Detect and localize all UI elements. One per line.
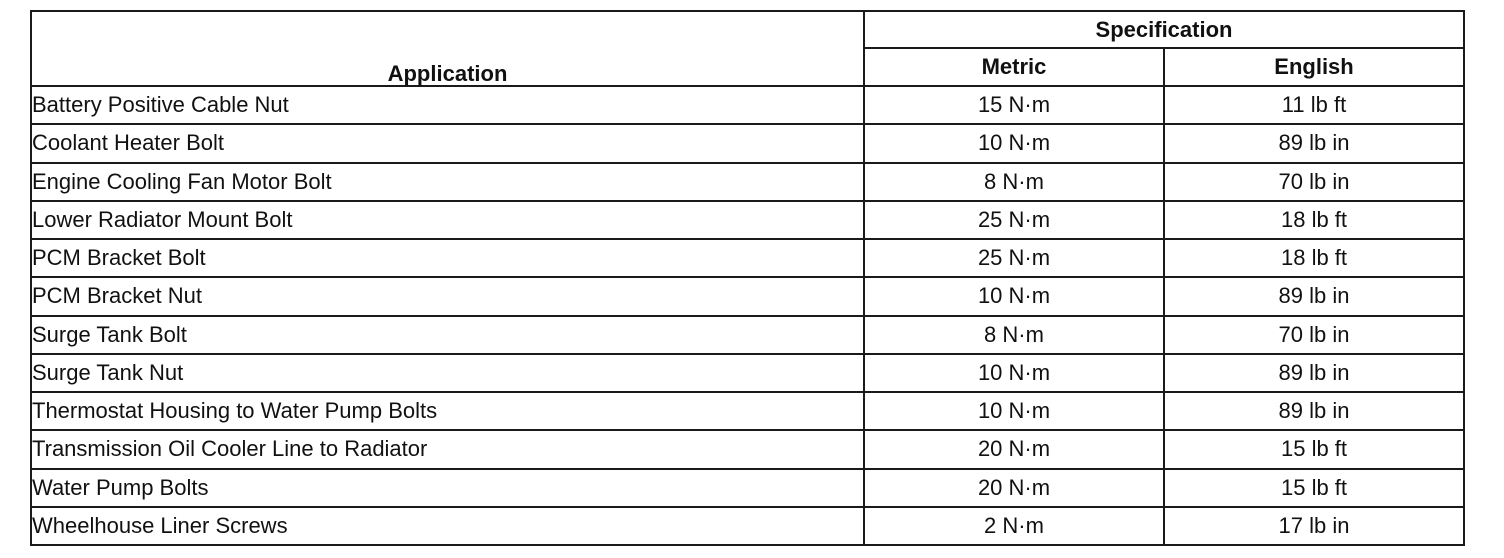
application-cell: Battery Positive Cable Nut [31,86,864,124]
metric-cell: 8 N·m [864,163,1164,201]
table-row [31,277,1464,315]
metric-cell: 2 N·m [864,507,1164,545]
application-cell: Transmission Oil Cooler Line to Radiator [31,430,864,468]
english-cell: 70 lb in [1164,316,1464,354]
metric-cell: 10 N·m [864,124,1164,162]
table-row [31,124,1464,162]
table-row [31,469,1464,507]
application-cell: Surge Tank Nut [31,354,864,392]
metric-cell: 10 N·m [864,392,1164,430]
table-row [31,507,1464,545]
application-cell: PCM Bracket Bolt [31,239,864,277]
application-cell: Water Pump Bolts [31,469,864,507]
application-cell: Lower Radiator Mount Bolt [31,201,864,239]
table-row [31,392,1464,430]
application-cell: Thermostat Housing to Water Pump Bolts [31,392,864,430]
table-row [31,430,1464,468]
table-row [31,354,1464,392]
application-cell: Engine Cooling Fan Motor Bolt [31,163,864,201]
metric-cell: 25 N·m [864,239,1164,277]
english-cell: 89 lb in [1164,392,1464,430]
metric-cell: 20 N·m [864,469,1164,507]
metric-header: Metric [864,48,1164,86]
metric-cell: 10 N·m [864,354,1164,392]
specification-header: Specification [864,11,1464,48]
application-cell: Coolant Heater Bolt [31,124,864,162]
table-row [31,86,1464,124]
metric-cell: 8 N·m [864,316,1164,354]
application-header: Application [31,11,864,86]
english-header: English [1164,48,1464,86]
english-cell: 89 lb in [1164,124,1464,162]
metric-cell: 20 N·m [864,430,1164,468]
metric-cell: 15 N·m [864,86,1164,124]
table-row [31,239,1464,277]
english-cell: 70 lb in [1164,163,1464,201]
table-row [31,316,1464,354]
application-cell: Surge Tank Bolt [31,316,864,354]
english-cell: 18 lb ft [1164,239,1464,277]
english-cell: 89 lb in [1164,354,1464,392]
english-cell: 11 lb ft [1164,86,1464,124]
table-row [31,163,1464,201]
table-row [31,201,1464,239]
application-cell: Wheelhouse Liner Screws [31,507,864,545]
english-cell: 15 lb ft [1164,430,1464,468]
metric-cell: 25 N·m [864,201,1164,239]
english-cell: 18 lb ft [1164,201,1464,239]
application-cell: PCM Bracket Nut [31,277,864,315]
fastener-specification-table [30,10,1465,546]
english-cell: 17 lb in [1164,507,1464,545]
english-cell: 89 lb in [1164,277,1464,315]
english-cell: 15 lb ft [1164,469,1464,507]
metric-cell: 10 N·m [864,277,1164,315]
header-row-top [31,11,1464,48]
